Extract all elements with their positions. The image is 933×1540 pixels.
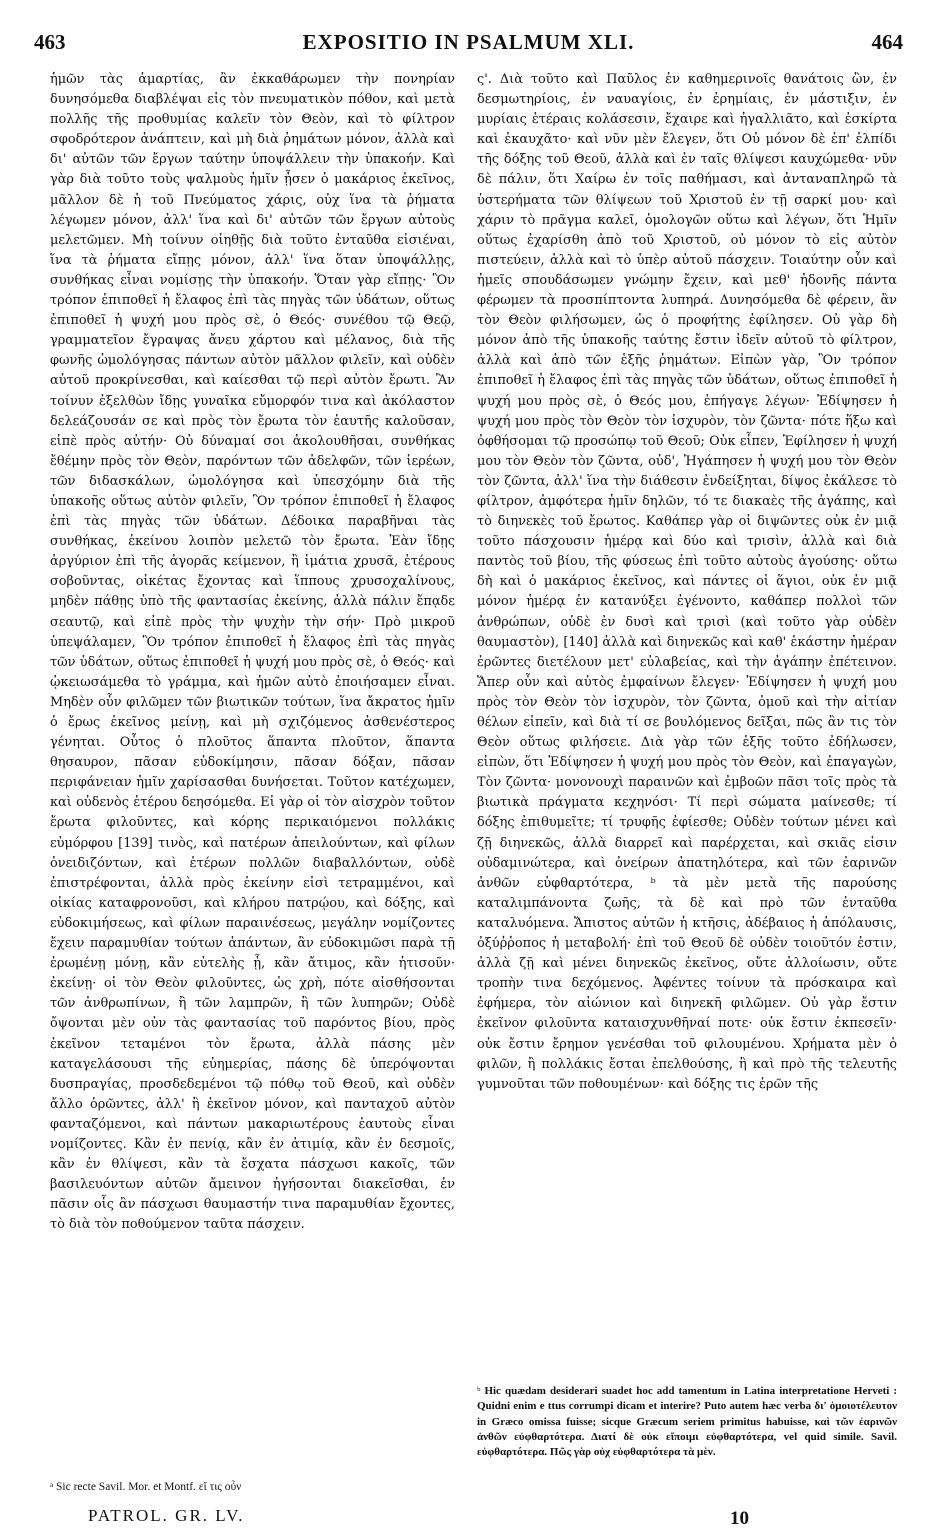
footnote-b-text: Hic quædam desiderari suadet hoc add tamentum in Latina interpretatione Herveti : Quidni enim e ttus corrumpi dicam et interire? Puto autem hæc verba δι' ὁμοιοτέλευτον in Græco omissa fuisse; sicque Græcum seriem primitus habuisse, καὶ τῶν ἐαρινῶν ἀνθῶν εὐφθαρτότερα. Διατί δὲ οὐκ εἴποιμι εὐφθαρτότερα, vel quid simile. Savil. εὐφθαρτότερα. Πῶς γὰρ οὐχ εὐφθαρτότερα τὰ μὲν. [477,1385,898,1459]
running-title: EXPOSITIO IN PSALMUM XLI. [302,30,635,54]
page-number-right: 464 [871,30,903,54]
page-number-left: 463 [34,30,66,54]
right-column [477,70,897,1095]
footnote-b [477,1384,897,1460]
left-column-text: ἡμῶν τὰς ἁμαρτίας, ἂν ἐκκαθάρωμεν τὴν πονηρίαν δυνησόμεθα διαβλέψαι εἰς τὸν πνευματικὸν πόθον, καὶ μετὰ πολλῆς τῆς προθυμίας καλεῖν τὸν Θεὸν, καὶ τὸ φίλτρον σφοδρότερον ἀνάπτειν, καὶ μὴ διὰ ῥημάτων μόνον, ἀλλὰ καὶ δι' αὐτῶν τῶν ἔργων ταύτην ὑποψάλλειν τὴν ὑπακοήν. Καὶ γὰρ διὰ τοῦτο τοὺς ψαλμοὺς ἡμῖν ᾖσεν ὁ μακάριος ἐκεῖνος, μᾶλλον δὲ ἡ τοῦ Πνεύματος χάρις, οὐχ ἵνα τὰ ῥήματα λέγωμεν μόνον, ἀλλ' ἵνα καὶ δι' αὐτῶν τῶν ἔργων αὐτοὺς μελετῶμεν. Μὴ τοίνυν οἰηθῇς διὰ τοῦτο ἐνταῦθα εἰσιέναι, ἵνα τὰ ῥήματα εἴπῃς μόνον, ἀλλ' ἵνα ὅταν ὑποψάλλῃς, συνθήκας εἶναι νομίσῃς τὴν ὑπακοήν. Ὅταν γὰρ εἴπῃς· Ὃν τρόπον ἐπιποθεῖ ἡ ἔλαφος ἐπὶ τὰς πηγὰς τῶν ὑδάτων, οὕτως ἐπιποθεῖ ἡ ψυχή μου πρὸς σὲ, ὁ Θεός· συνέθου τῷ Θεῷ, γραμματεῖον ἔγραψας ἄνευ χάρτου καὶ μέλανος, διὰ τῆς φωνῆς ὡμολόγησας πάντων αὐτὸν μᾶλλον φιλεῖν, καὶ οὐδὲν αὐτοῦ προκρίνεσθαι, καὶ καίεσθαι τῷ περὶ αὐτὸν ἔρωτι. Ἂν τοίνυν ἐξελθὼν ἴδῃς γυναῖκα εὔμορφόν τινα καὶ ἀκόλαστον δελεάζουσάν σε καὶ πρὸς τὸν ἔρωτα τὸν ἑαυτῆς καλοῦσαν, εἰπὲ πρὸς αὐτήν· Οὐ δύναμαί σοι ἀκολουθῆσαι, συνθήκας ἔθέμην πρὸς τὸν Θεὸν, παρόντων τῶν ἀδελφῶν, τῶν ἱερέων, τῶν διδασκάλων, ὡμολόγησα καὶ ὑπεσχόμην διὰ τῆς ὑπακοῆς οὕτως αὐτὸν φιλεῖν, Ὃν τρόπον ἐπιποθεῖ ἡ ἔλαφος ἐπὶ τὰς πηγὰς τῶν ὑδάτων. Δέδοικα παραβῆναι τὰς συνθήκας, ἐκείνου λοιπὸν μελετῶ τὸν ἔρωτα. Ἐὰν ἴδῃς ἀργύριον ἐπὶ τῆς ἀγορᾶς κείμενον, ἢ ἱμάτια χρυσᾶ, ἑτέρους σοβοῦντας, οἰκέτας ἔχοντας καὶ ἵππους χρυσοχαλίνους, μηδὲν πάθῃς ὑπὸ τῆς φαντασίας ἐκείνης, ἀλλὰ πάλιν ἔπᾳδε σεαυτῷ, καὶ εἰπὲ πρὸς τὴν ψυχὴν τὴν σήν· Πρὸ μικροῦ ὑπεψάλαμεν, Ὃν τρόπον ἐπιποθεῖ ἡ ἔλαφος ἐπὶ τὰς πηγὰς τῶν ὑδάτων, οὕτως ἐπιποθεῖ ἡ ψυχή μου πρὸς σὲ, ὁ Θεός· καὶ ᾠκειωσάμεθα τὸ γράμμα, καὶ ἡμῶν αὐτὸ ἐποιήσαμεν εἶναι. Μηδὲν οὖν φιλῶμεν τῶν βιωτικῶν τούτων, ἵνα ἄκρατος ἡμῖν ὁ ἔρως ἐκεῖνος μείνῃ, καὶ μὴ σχιζόμενος ἀσθενέστερος γένηται. Οὗτος ὁ πλοῦτος ἅπαντα πλοῦτον, ἅπαντα θησαυρον, πᾶσαν εὐδοκίμησιν, πᾶσαν δόξαν, πᾶσαν περιφάνειαν ἡμῖν χαρίσασθαι δυνήσεται. Τοῦτον κατέχωμεν, καὶ οὐδενὸς ἑτέρου δεησόμεθα. Εἰ γὰρ οἱ τὸν αἰσχρὸν τοῦτον ἔρωτα φιλοῦντες, καὶ κόρης περικαιόμενοι πολλάκις εὐμόρφου [139] τινὸς, καὶ πατέρων ἀπειλούντων, καὶ φίλων ὀνειδιζόντων, καὶ ἑτέρων πολλῶν διαβαλλόντων, οὐδὲ ἐπιστρέφονται, ἀλλὰ πρὸς ἐκείνην εἰσὶ τετραμμένοι, καὶ οἰκίας καταφρονοῦσι, καὶ κλήρου πατρῴου, καὶ δόξης, καὶ εὐδοκιμήσεως, καὶ φίλων παραινέσεως, μεγάλην νομίζοντες ἔχειν παραμυθίαν τούτων ἁπάντων, ἂν εὐδοκιμῶσι παρὰ τῇ ἐρωμένῃ μόνῃ, κἂν εὐτελὴς ᾖ, κἂν ἄτιμος, κἂν ἡτισοῦν· ἐκείνῃ· οἱ τὸν Θεὸν φιλοῦντες, ὡς χρὴ, πότε αἰσθήσονται τῶν ἀνθρωπίνων, ἢ τῶν λαμπρῶν, ἢ τῶν λυπηρῶν; Οὐδὲ ὄψονται μὲν οὐν τὰς φαντασίας τοῦ παρόντος βίου, πρὸς ἐκεῖνον τεταμένοι τὸν ἔρωτα, ἀλλὰ πάσης μὲν καταγελάσουσι τῆς εὐημερίας, πάσης δὲ ὑπερόψονται δυσπραγίας, προσδεδεμένοι τῷ πόθῳ τοῦ Θεοῦ, καὶ οὐδὲν ἄλλο ὁρῶντες, ἀλλ' ἢ ἐκεῖνον μόνον, καὶ πανταχοῦ αὐτὸν φανταζόμενοι, καὶ πάντων μακαριωτέρους ἑαυτοὺς εἶναι νομίζοντες. Κἂν ἐν πενίᾳ, κἂν ἐν ἀτιμίᾳ, κἂν ἐν δεσμοῖς, κἂν ἐν θλίψεσι, κἂν τὰ ἔσχατα πάσχωσι κακοῖς, τῶν βασιλευόντων αὐτῶν ἄμεινον ἡγήσονται διακεῖσθαι, ἐν πᾶσιν οἷς ἂν πάσχωσι θαυμαστήν τινα παραμυθίαν ἔχοντες, τὸ διὰ τὸν ποθούμενον ταῦτα πάσχειν. [50,72,455,1233]
right-column-text: ς'. Διὰ τοῦτο καὶ Παῦλος ἐν καθημερινοῖς θανάτοις ὢν, ἐν δεσμωτηρίοις, ἐν ναυαγίοις, ἐν ἐρημίαις, ἐν μάστιξιν, ἐν μυρίαις ἑτέραις κολάσεσιν, ἔχαιρε καὶ ἠγαλλιᾶτο, καὶ ἐσκίρτα καὶ ἐκαυχᾶτο· καὶ νῦν μὲν ἔλεγεν, ὅτι Οὐ μόνον δὲ ἐπ' ἐλπίδι τῆς δόξης τοῦ Θεοῦ, ἀλλὰ καὶ ἐν ταῖς θλίψεσι καυχώμεθα· νῦν δὲ πάλιν, ὅτι Χαίρω ἐν τοῖς παθήμασι, καὶ ἀνταναπληρῶ τὰ ὑστερήματα τῶν θλίψεων τοῦ Χριστοῦ ἐν τῇ σαρκί μου· καὶ χάριν τὸ πρᾶγμα καλεῖ, ὁμολογῶν οὕτω καὶ λέγων, ὅτι Ἡμῖν οὕτως ἐχαρίσθη ἀπὸ τοῦ Χριστοῦ, οὐ μόνον τὸ εἰς αὐτὸν πιστεύειν, ἀλλὰ καὶ τὸ ὑπὲρ αὐτοῦ πάσχειν. Τοιαύτην οὖν καὶ ἡμεῖς σπουδάσωμεν γνώμην ἔχειν, καὶ μεθ' ἡδονῆς πάντα φέρωμεν τὰ προσπίπτοντα λυπηρά. Δυνησόμεθα δὲ φέρειν, ἂν τὸν Θεὸν φιλήσωμεν, ὡς ὁ προφήτης ἐφίλησεν. Οὐ γὰρ δὴ μόνον ἀπὸ τῆς ὑπακοῆς ταύτης ἔστιν ἰδεῖν αὐτοῦ τὸ φίλτρον, ἀλλὰ καὶ ἀπὸ τῶν ἑξῆς ῥημάτων. Εἰπὼν γὰρ, Ὃν τρόπον ἐπιποθεῖ ἡ ἔλαφος ἐπὶ τὰς πηγὰς τῶν ὑδάτων, οὕτως ἐπιποθεῖ ἡ ψυχή μου πρὸς σὲ, ὁ Θεός μου, ἐπήγαγε λέγων· Ἐδίψησεν ἡ ψυχή μου πρὸς τὸν Θεὸν τὸν ἰσχυρὸν, τὸν ζῶντα· πότε ἥξω καὶ ὀφθήσομαι τῷ προσώπῳ τοῦ Θεοῦ; Οὐκ εἶπεν, Ἐφίλησεν ἡ ψυχή μου τὸν Θεὸν τὸν ζῶντα, οὐδ', Ἠγάπησεν ἡ ψυχή μου τὸν Θεὸν τὸν ζῶντα, ἀλλ' ἵνα τὴν διάθεσιν ἐνδείξηται, δίψος ἐκάλεσε τὸ φίλτρον, ἀμφότερα ἡμῖν δηλῶν, τό τε διακαὲς τῆς ἀγάπης, καὶ τὸ διηνεκὲς τοῦ ἔρωτος. Καθάπερ γὰρ οἱ διψῶντες οὐκ ἐν μιᾷ τοῦτο πάσχουσιν ἡμέρᾳ καὶ δύο καὶ τρισὶν, ἀλλὰ καὶ διὰ παντὸς τοῦ βίου, τῆς φύσεως ἐπὶ τοῦτο αὐτοὺς ἀγούσης· οὕτω δὴ καὶ ὁ μακάριος ἐκεῖνος, καὶ πάντες οἱ ἅγιοι, οὐκ ἐν μιᾷ μόνον ἡμέρᾳ ἐν κατανύξει ἐγένοντο, καθάπερ πολλοὶ τῶν ἀνθρώπων, οὐδὲ ἐν δυσὶ καὶ τρισὶ (καὶ τοῦτο γὰρ οὐδὲν θαυμαστὸν), [140] ἀλλὰ καὶ διηνεκῶς καὶ καθ' ἑκάστην ἡμέραν ἐρῶντες διετέλουν μετ' εὐλαβείας, καὶ τὴν ἀγάπην ἐπέτεινον. Ἅπερ οὖν καὶ αὐτὸς ἐμφαίνων ἔλεγεν· Ἐδίψησεν ἡ ψυχή μου πρὸς τὸν Θεὸν τὸν ἰσχυρὸν, τὸν ζῶντα, ὁμοῦ καὶ τὴν αἰτίαν θέλων εἰπεῖν, καὶ διὰ τί σε βουλόμενος δεῖξαι, πῶς ἂν τις τὸν Θεὸν οὕτως φιλήσειε. Διὰ γὰρ τῶν ἑξῆς τοῦτο ἐδήλωσεν, εἰπὼν, ὅτι Ἐδίψησεν ἡ ψυχή μου πρὸς τὸν Θεὸν, καὶ ἐπαγαγὼν, Τὸν ζῶντα· μονονουχὶ παραινῶν καὶ ἐμβοῶν πᾶσι τοῖς πρὸς τὰ βιωτικὰ πράγματα κεχηνόσι· Τί περὶ σώματα μαίνεσθε; τί δόξης ἐπιθυμεῖτε; τί τρυφῆς ἐφίεσθε; Οὐδὲν τούτων μένει καὶ ζῇ διηνεκῶς, ἀλλὰ διαρρεῖ καὶ παρέρχεται, καὶ σκιᾶς εἰσιν οὐδαμινώτερα, καὶ ὀνείρων ἀπατηλότερα, καὶ τῶν ἐαρινῶν ἀνθῶν εὐφθαρτότερα, ᵇ τὰ μὲν μετὰ τῆς παρούσης καταλιμπάνοντα ζωῆς, τὰ δὲ καὶ πρὸ τῶν ἐνταῦθα καταλυόμενα. Ἄπιστος αὐτῶν ἡ κτῆσις, ἀδέβαιος ἡ ἀπόλαυσις, ὀξύῤῥοπος ἡ μεταβολή· ἐπὶ τοῦ Θεοῦ δὲ οὐδὲν τοιοῦτόν ἐστιν, ἀλλὰ ζῇ καὶ μένει διηνεκῶς ἐκεῖνος, οὔτε ἀλλοίωσιν, οὔτε τροπὴν τινα δεχόμενος. Ἀφέντες τοίνυν τὰ πρόσκαιρα καὶ ἐφήμερα, τὸν αἰώνιον καὶ διηνεκῆ φιλῶμεν. Οὐ γὰρ ἔστιν ἐκεῖνον φιλοῦντα καταισχυνθῆναί ποτε· οὐκ ἔστιν ἐκπεσεῖν· οὐκ ἔστιν ἔρημον γενέσθαι τοῦ φιλουμένου. Χρήματα μὲν ὁ φιλῶν, ἢ πολλάκις ἔσται ἐπελθούσης, ἢ καὶ πρὸ τῆς τελευτῆς γυμνοῦται τῶν ποθουμένων· καὶ δόξης τις ἐρῶν τῆς [477,72,897,1092]
signature-mark: PATROL. GR. LV. [88,1506,245,1525]
footnote-a: ᵃ Sic recte Savil. Mor. et Montf. εἴ τις οὖν [50,1481,242,1493]
gathering-number: 10 [730,1508,749,1529]
footnote-b-marker: ᵇ [477,1385,481,1397]
left-column [50,70,455,1235]
running-header [34,30,903,60]
